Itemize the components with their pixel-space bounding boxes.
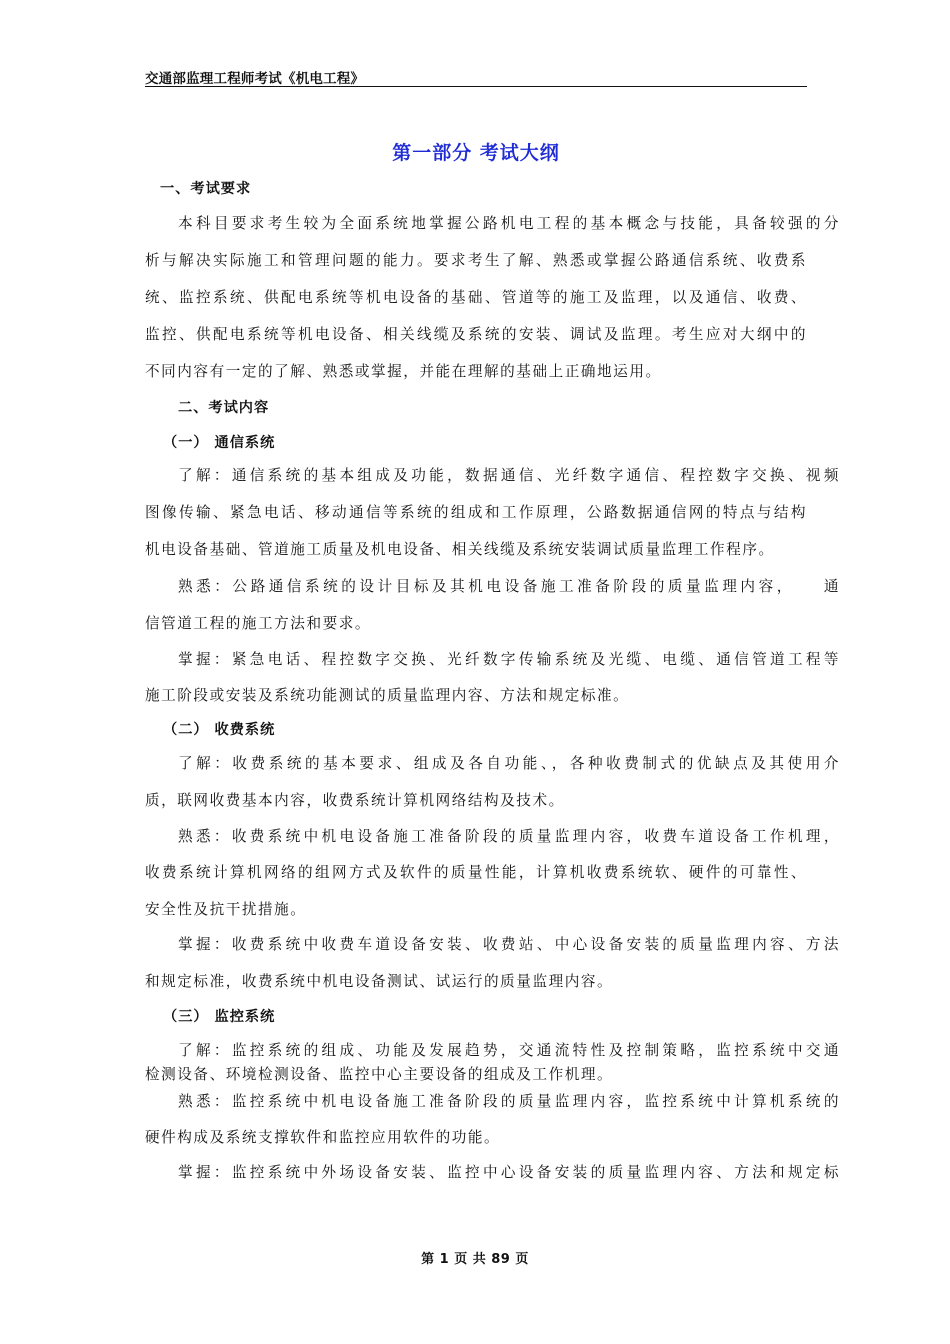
- paragraph-line: 掌握：紧急电话、程控数字交换、光纤数字传输系统及光缆、电缆、通信管道工程等: [178, 651, 840, 668]
- paragraph-line: 熟悉：公路通信系统的设计目标及其机电设备施工准备阶段的质量监理内容， 通: [178, 578, 840, 595]
- paragraph-line: 统、监控系统、供配电系统等机电设备的基础、管道等的施工及监理，以及通信、收费、: [145, 289, 807, 306]
- paragraph-line: 熟悉：收费系统中机电设备施工准备阶段的质量监理内容，收费车道设备工作机理，: [178, 828, 840, 845]
- section-heading-requirements: 一、考试要求: [160, 181, 252, 197]
- running-header: 交通部监理工程师考试《机电工程》: [145, 71, 365, 87]
- section-heading-content: 二、考试内容: [178, 400, 270, 416]
- paragraph-line: 安全性及抗干扰措施。: [145, 901, 307, 918]
- paragraph-line: 施工阶段或安装及系统功能测试的质量监理内容、方法和规定标准。: [145, 687, 630, 704]
- paragraph-line: 检测设备、环境检测设备、监控中心主要设备的组成及工作机理。: [145, 1066, 614, 1083]
- subsection-heading-toll: （二） 收费系统: [163, 722, 276, 738]
- paragraph-line: 和规定标准，收费系统中机电设备测试、试运行的质量监理内容。: [145, 973, 614, 990]
- paragraph-line: 收费系统计算机网络的组网方式及软件的质量性能，计算机收费系统软、硬件的可靠性、: [145, 864, 807, 881]
- subsection-heading-monitoring: （三） 监控系统: [163, 1009, 276, 1025]
- paragraph-line: 信管道工程的施工方法和要求。: [145, 615, 372, 632]
- paragraph-line: 图像传输、紧急电话、移动通信等系统的组成和工作原理，公路数据通信网的特点与结构: [145, 504, 807, 521]
- paragraph-line: 硬件构成及系统支撑软件和监控应用软件的功能。: [145, 1129, 501, 1146]
- header-rule: [145, 86, 807, 87]
- paragraph-line: 机电设备基础、管道施工质量及机电设备、相关线缆及系统安装调试质量监理工作程序。: [145, 541, 775, 558]
- paragraph-line: 了解：监控系统的组成、功能及发展趋势，交通流特性及控制策略，监控系统中交通: [178, 1042, 840, 1059]
- paragraph-line: 熟悉：监控系统中机电设备施工准备阶段的质量监理内容，监控系统中计算机系统的: [178, 1093, 840, 1110]
- paragraph-line: 了解：收费系统的基本要求、组成及各自功能、，各种收费制式的优缺点及其使用介: [178, 755, 840, 772]
- paragraph-line: 质，联网收费基本内容，收费系统计算机网络结构及技术。: [145, 792, 565, 809]
- paragraph-line: 不同内容有一定的了解、熟悉或掌握，并能在理解的基础上正确地运用。: [145, 363, 662, 380]
- subsection-heading-communication: （一） 通信系统: [163, 435, 276, 451]
- paragraph-line: 监控、供配电系统等机电设备、相关线缆及系统的安装、调试及监理。考生应对大纲中的: [145, 326, 807, 343]
- paragraph-line: 掌握：监控系统中外场设备安装、监控中心设备安装的质量监理内容、方法和规定标: [178, 1164, 840, 1181]
- page-footer: 第 1 页 共 89 页: [421, 1252, 529, 1267]
- paragraph-line: 了解：通信系统的基本组成及功能，数据通信、光纤数字通信、程控数字交换、视频: [178, 467, 840, 484]
- paragraph-line: 本科目要求考生较为全面系统地掌握公路机电工程的基本概念与技能，具备较强的分: [178, 215, 840, 232]
- page-title: 第一部分 考试大纲: [392, 142, 560, 164]
- paragraph-line: 掌握：收费系统中收费车道设备安装、收费站、中心设备安装的质量监理内容、方法: [178, 936, 840, 953]
- paragraph-line: 析与解决实际施工和管理问题的能力。要求考生了解、熟悉或掌握公路通信系统、收费系: [145, 252, 807, 269]
